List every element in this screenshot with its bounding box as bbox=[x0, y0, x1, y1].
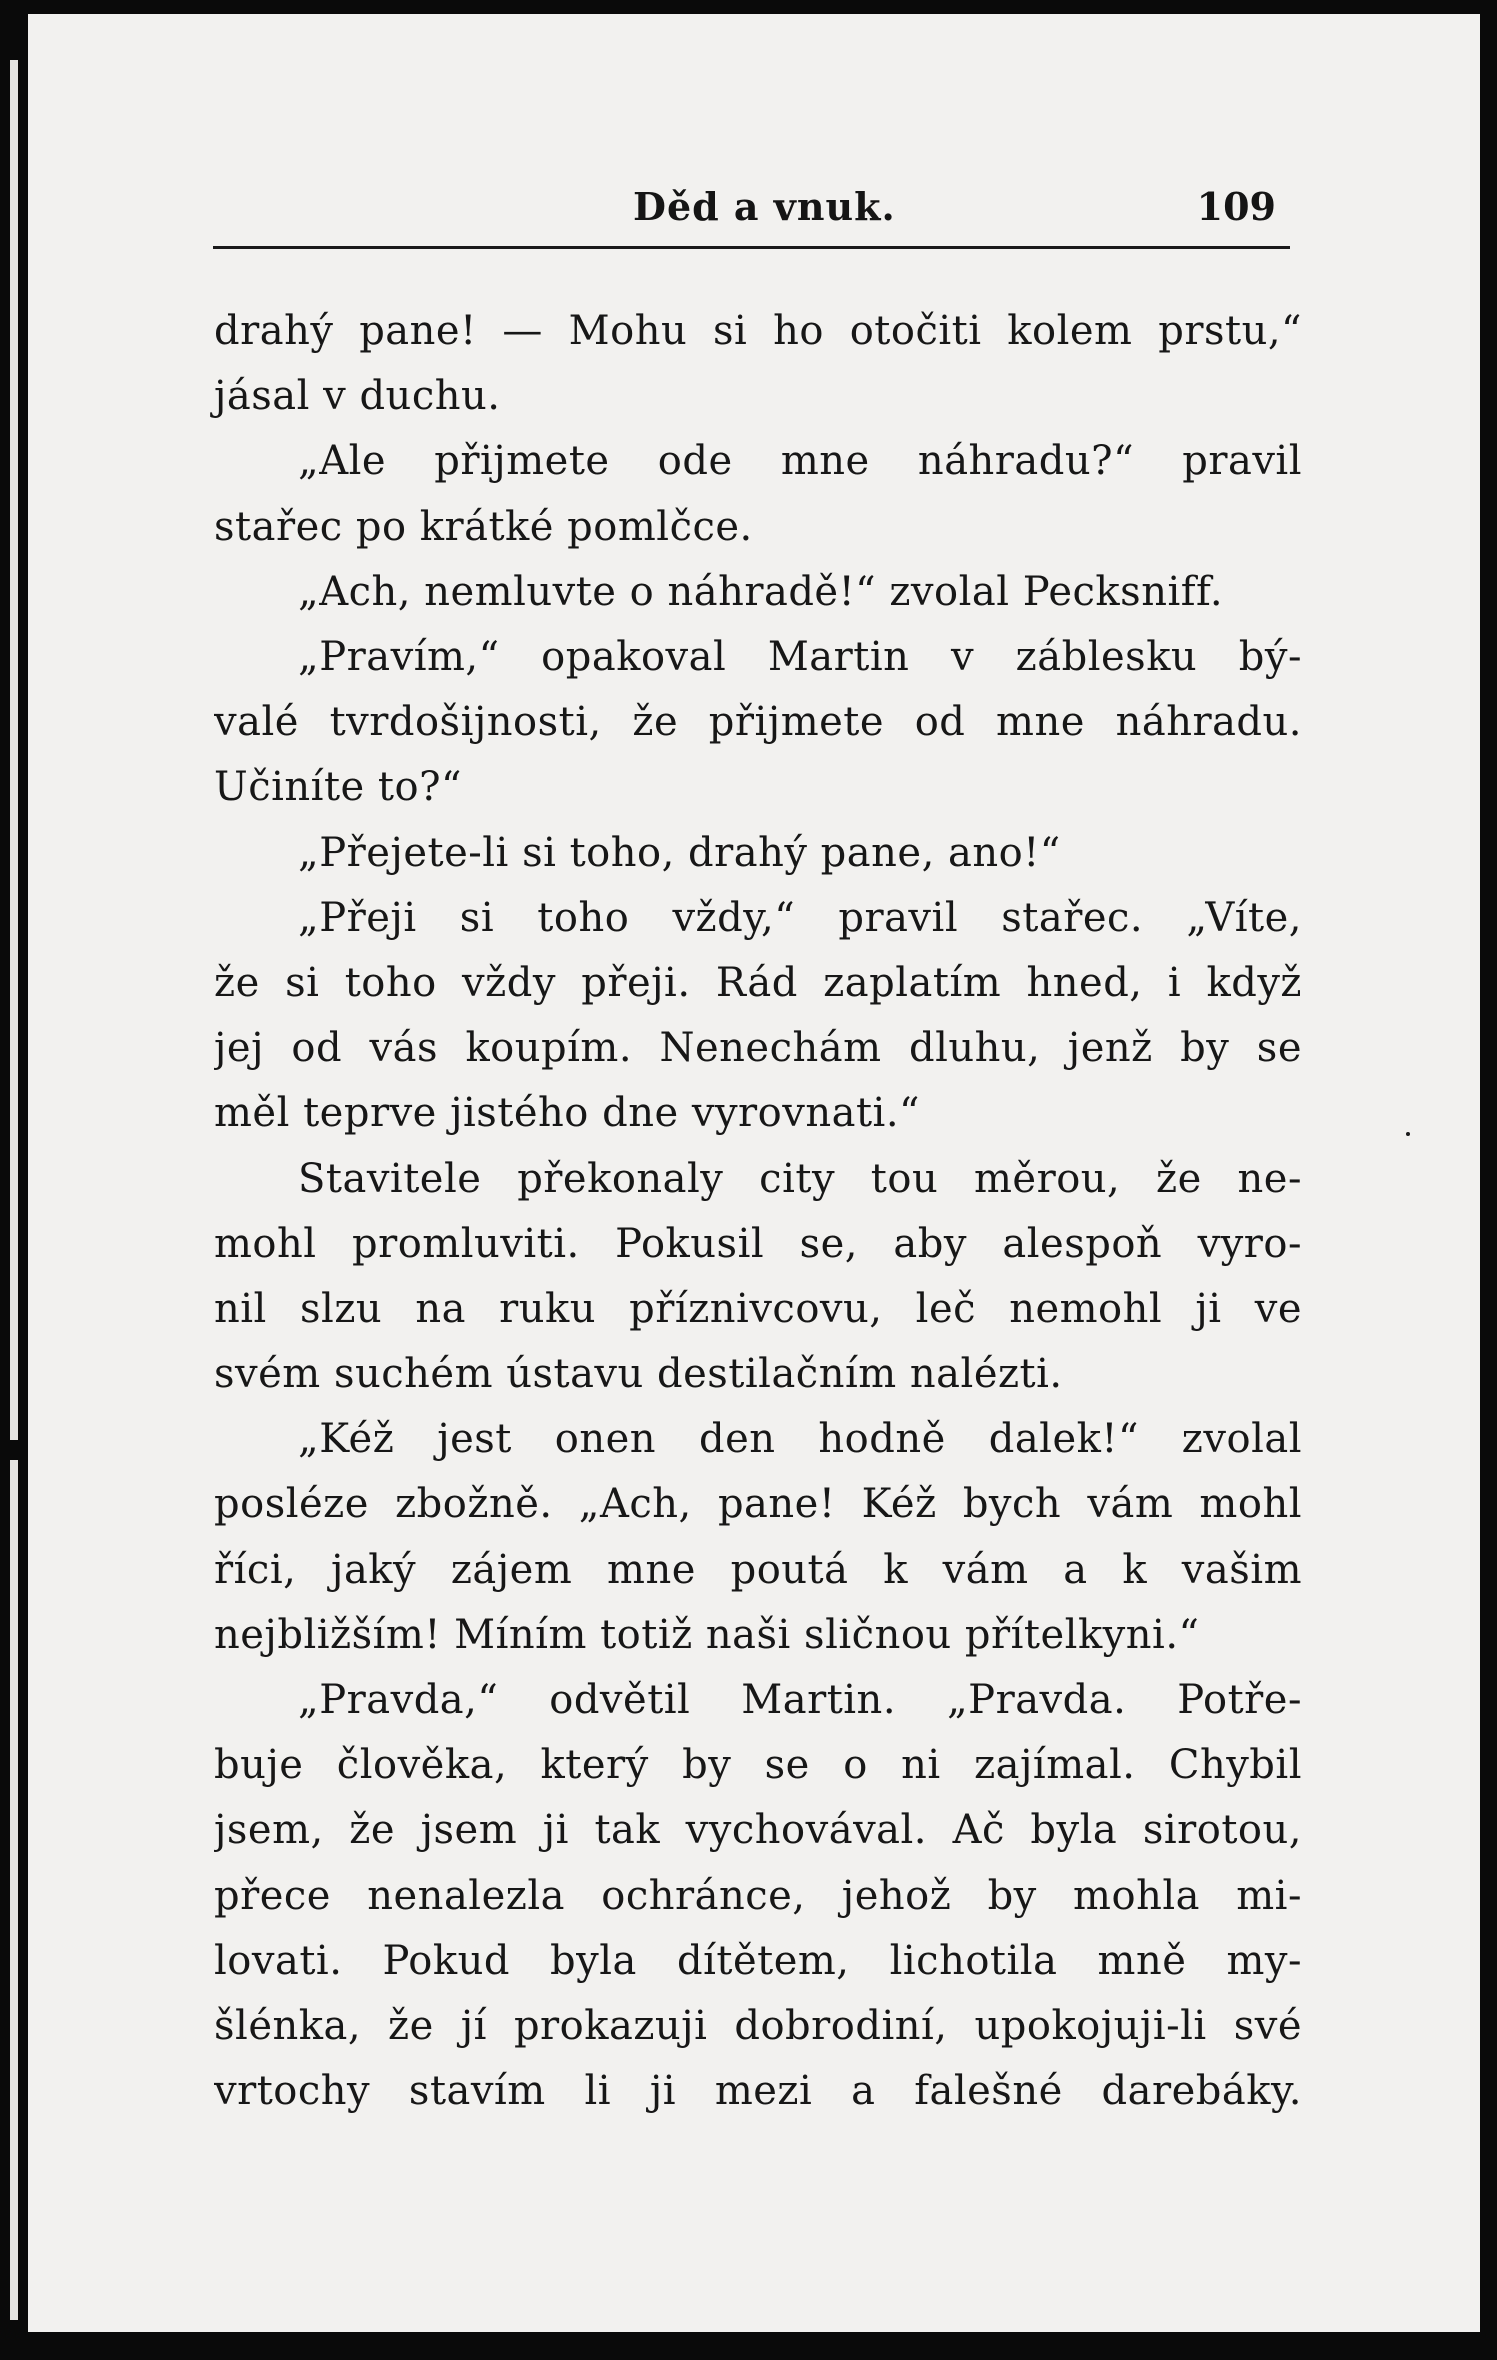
text-line: vrtochy stavím li ji mezi a falešné darebáky. bbox=[214, 2068, 1302, 2115]
text-line: „Přejete-li si toho, drahý pane, ano!“ bbox=[298, 829, 1061, 876]
text-line: „Přeji si toho vždy,“ pravil stařec. „Víte, bbox=[298, 894, 1302, 941]
text-line: nil slzu na ruku příznivcovu, leč nemohl ji ve bbox=[214, 1285, 1302, 1332]
page-header bbox=[213, 182, 1290, 249]
text-line: měl teprve jistého dne vyrovnati.“ bbox=[214, 1090, 920, 1137]
page-number: 109 bbox=[1196, 184, 1276, 229]
text-line: přece nenalezla ochránce, jehož by mohla mi- bbox=[214, 1872, 1302, 1919]
text-line: „Ale přijmete ode mne náhradu?“ pravil bbox=[298, 438, 1302, 485]
text-line: svém suchém ústavu destilačním nalézti. bbox=[214, 1351, 1063, 1398]
text-line: jsem, že jsem ji tak vychovával. Ač byla sirotou, bbox=[214, 1807, 1302, 1854]
running-title: Děd a vnuk. bbox=[633, 184, 896, 229]
binding-strip bbox=[10, 1460, 18, 2320]
text-line: „Pravím,“ opakoval Martin v záblesku bý- bbox=[298, 633, 1302, 680]
text-line: jásal v duchu. bbox=[214, 373, 501, 420]
text-line: mohl promluviti. Pokusil se, aby alespoň vyro- bbox=[214, 1220, 1302, 1267]
text-line: Učiníte to?“ bbox=[214, 764, 462, 811]
text-line: stařec po krátké pomlčce. bbox=[214, 503, 753, 550]
binding-strip bbox=[10, 60, 18, 1440]
text-line: nejbližším! Míním totiž naši sličnou přítelkyni.“ bbox=[214, 1611, 1200, 1658]
text-line: lovati. Pokud byla dítětem, lichotila mně my- bbox=[214, 1937, 1302, 1984]
text-line: říci, jaký zájem mne poutá k vám a k vašim bbox=[214, 1546, 1302, 1593]
text-line: valé tvrdošijnosti, že přijmete od mne náhradu. bbox=[214, 699, 1302, 746]
text-line: šlénka, že jí prokazuji dobrodiní, upokojuji-li své bbox=[214, 2003, 1302, 2049]
text-line: „Kéž jest onen den hodně dalek!“ zvolal bbox=[298, 1416, 1302, 1463]
text-line: že si toho vždy přeji. Rád zaplatím hned, i když bbox=[214, 959, 1302, 1006]
text-line: „Pravda,“ odvětil Martin. „Pravda. Potře- bbox=[298, 1677, 1302, 1724]
text-line: posléze zbožně. „Ach, pane! Kéž bych vám mohl bbox=[214, 1481, 1302, 1528]
text-line: drahý pane! — Mohu si ho otočiti kolem prstu,“ bbox=[214, 308, 1302, 354]
text-line: Stavitele překonaly city tou měrou, že ne- bbox=[298, 1155, 1302, 1202]
text-line: buje člověka, který by se o ni zajímal. Chybil bbox=[214, 1742, 1302, 1789]
print-speck bbox=[1406, 1132, 1410, 1136]
book-binding-edge bbox=[0, 0, 28, 2360]
text-line: „Ach, nemluvte o náhradě!“ zvolal Pecksniff. bbox=[298, 568, 1224, 615]
body-text bbox=[214, 299, 1302, 2124]
text-line: jej od vás koupím. Nenechám dluhu, jenž by se bbox=[214, 1025, 1302, 1072]
book-page bbox=[28, 14, 1480, 2332]
